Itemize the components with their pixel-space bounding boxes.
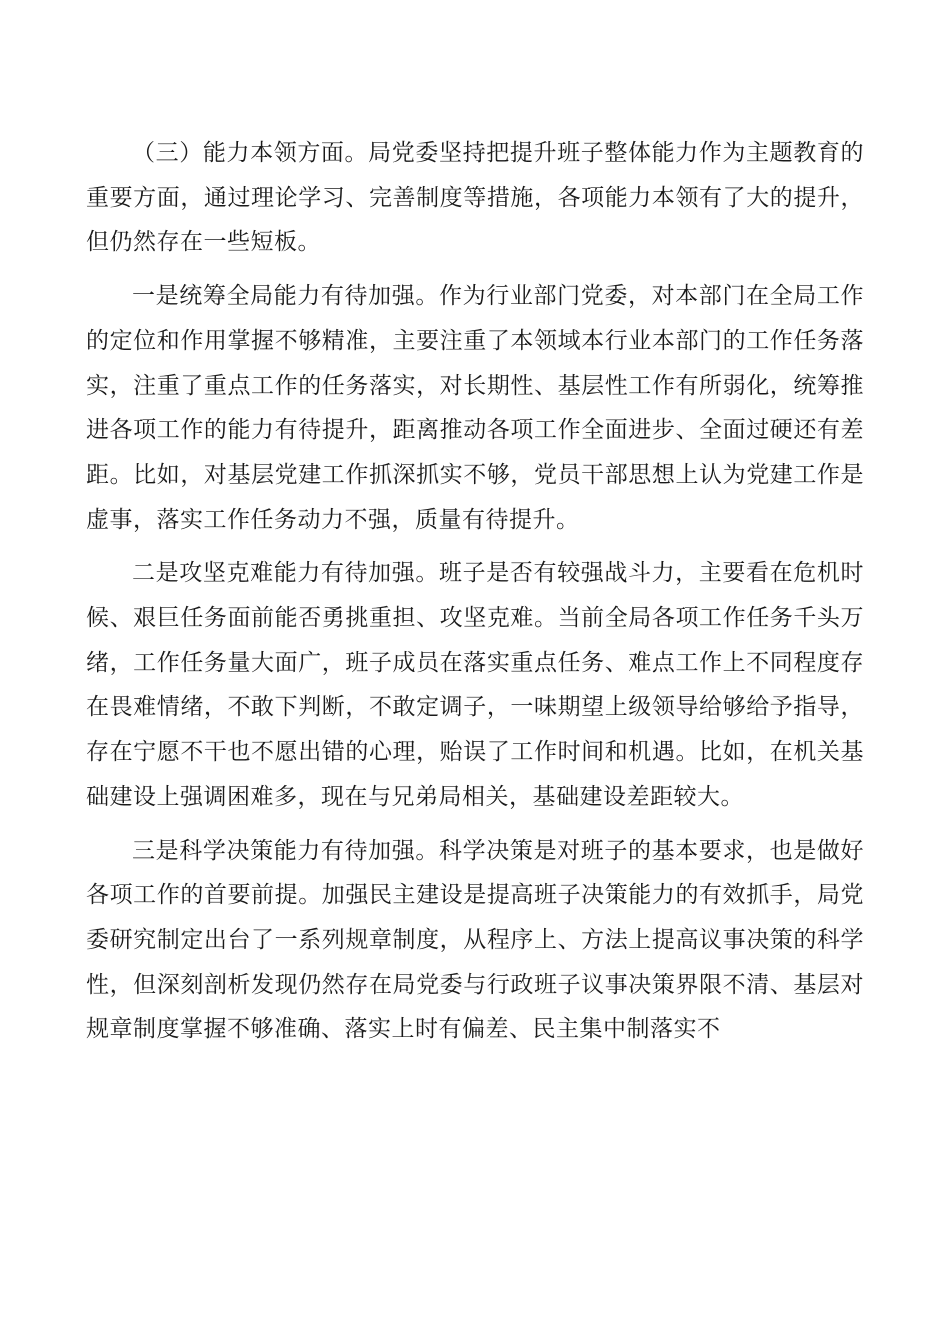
paragraph-scientific-decision: 三是科学决策能力有待加强。科学决策是对班子的基本要求，也是做好各项工作的首要前提。加强民主建设是提高班子决策能力的有效抓手，局党委研究制定出台了一系列规章制度，从程序上、方法上提高议事决策的科学性，但深刻剖析发现仍然存在局党委与行政班子议事决策界限不清、基层对规章制度掌握不够准确、落实上时有偏差、民主集中制落实不: [86, 837, 864, 1043]
paragraph-ability-overview: （三）能力本领方面。局党委坚持把提升班子整体能力作为主题教育的重要方面，通过理论学习、完善制度等措施，各项能力本领有了大的提升，但仍然存在一些短板。: [86, 140, 864, 256]
paragraph-tackling-difficulties: 二是攻坚克难能力有待加强。班子是否有较强战斗力，主要看在危机时候、艰巨任务面前能否勇挑重担、攻坚克难。当前全局各项工作任务千头万绪，工作任务量大面广，班子成员在落实重点任务、难点工作上不同程度存在畏难情绪，不敢下判断，不敢定调子，一味期望上级领导给够给予指导，存在宁愿不干也不愿出错的心理，贻误了工作时间和机遇。比如，在机关基础建设上强调困难多，现在与兄弟局相关，基础建设差距较大。: [86, 560, 864, 810]
document-page: [86, 131, 864, 1061]
paragraph-overall-coordination: 一是统筹全局能力有待加强。作为行业部门党委，对本部门在全局工作的定位和作用掌握不够精准，主要注重了本领域本行业本部门的工作任务落实，注重了重点工作的任务落实，对长期性、基层性工作有所弱化，统筹推进各项工作的能力有待提升，距离推动各项工作全面进步、全面过硬还有差距。比如，对基层党建工作抓深抓实不够，党员干部思想上认为党建工作是虚事，落实工作任务动力不强，质量有待提升。: [86, 283, 864, 533]
